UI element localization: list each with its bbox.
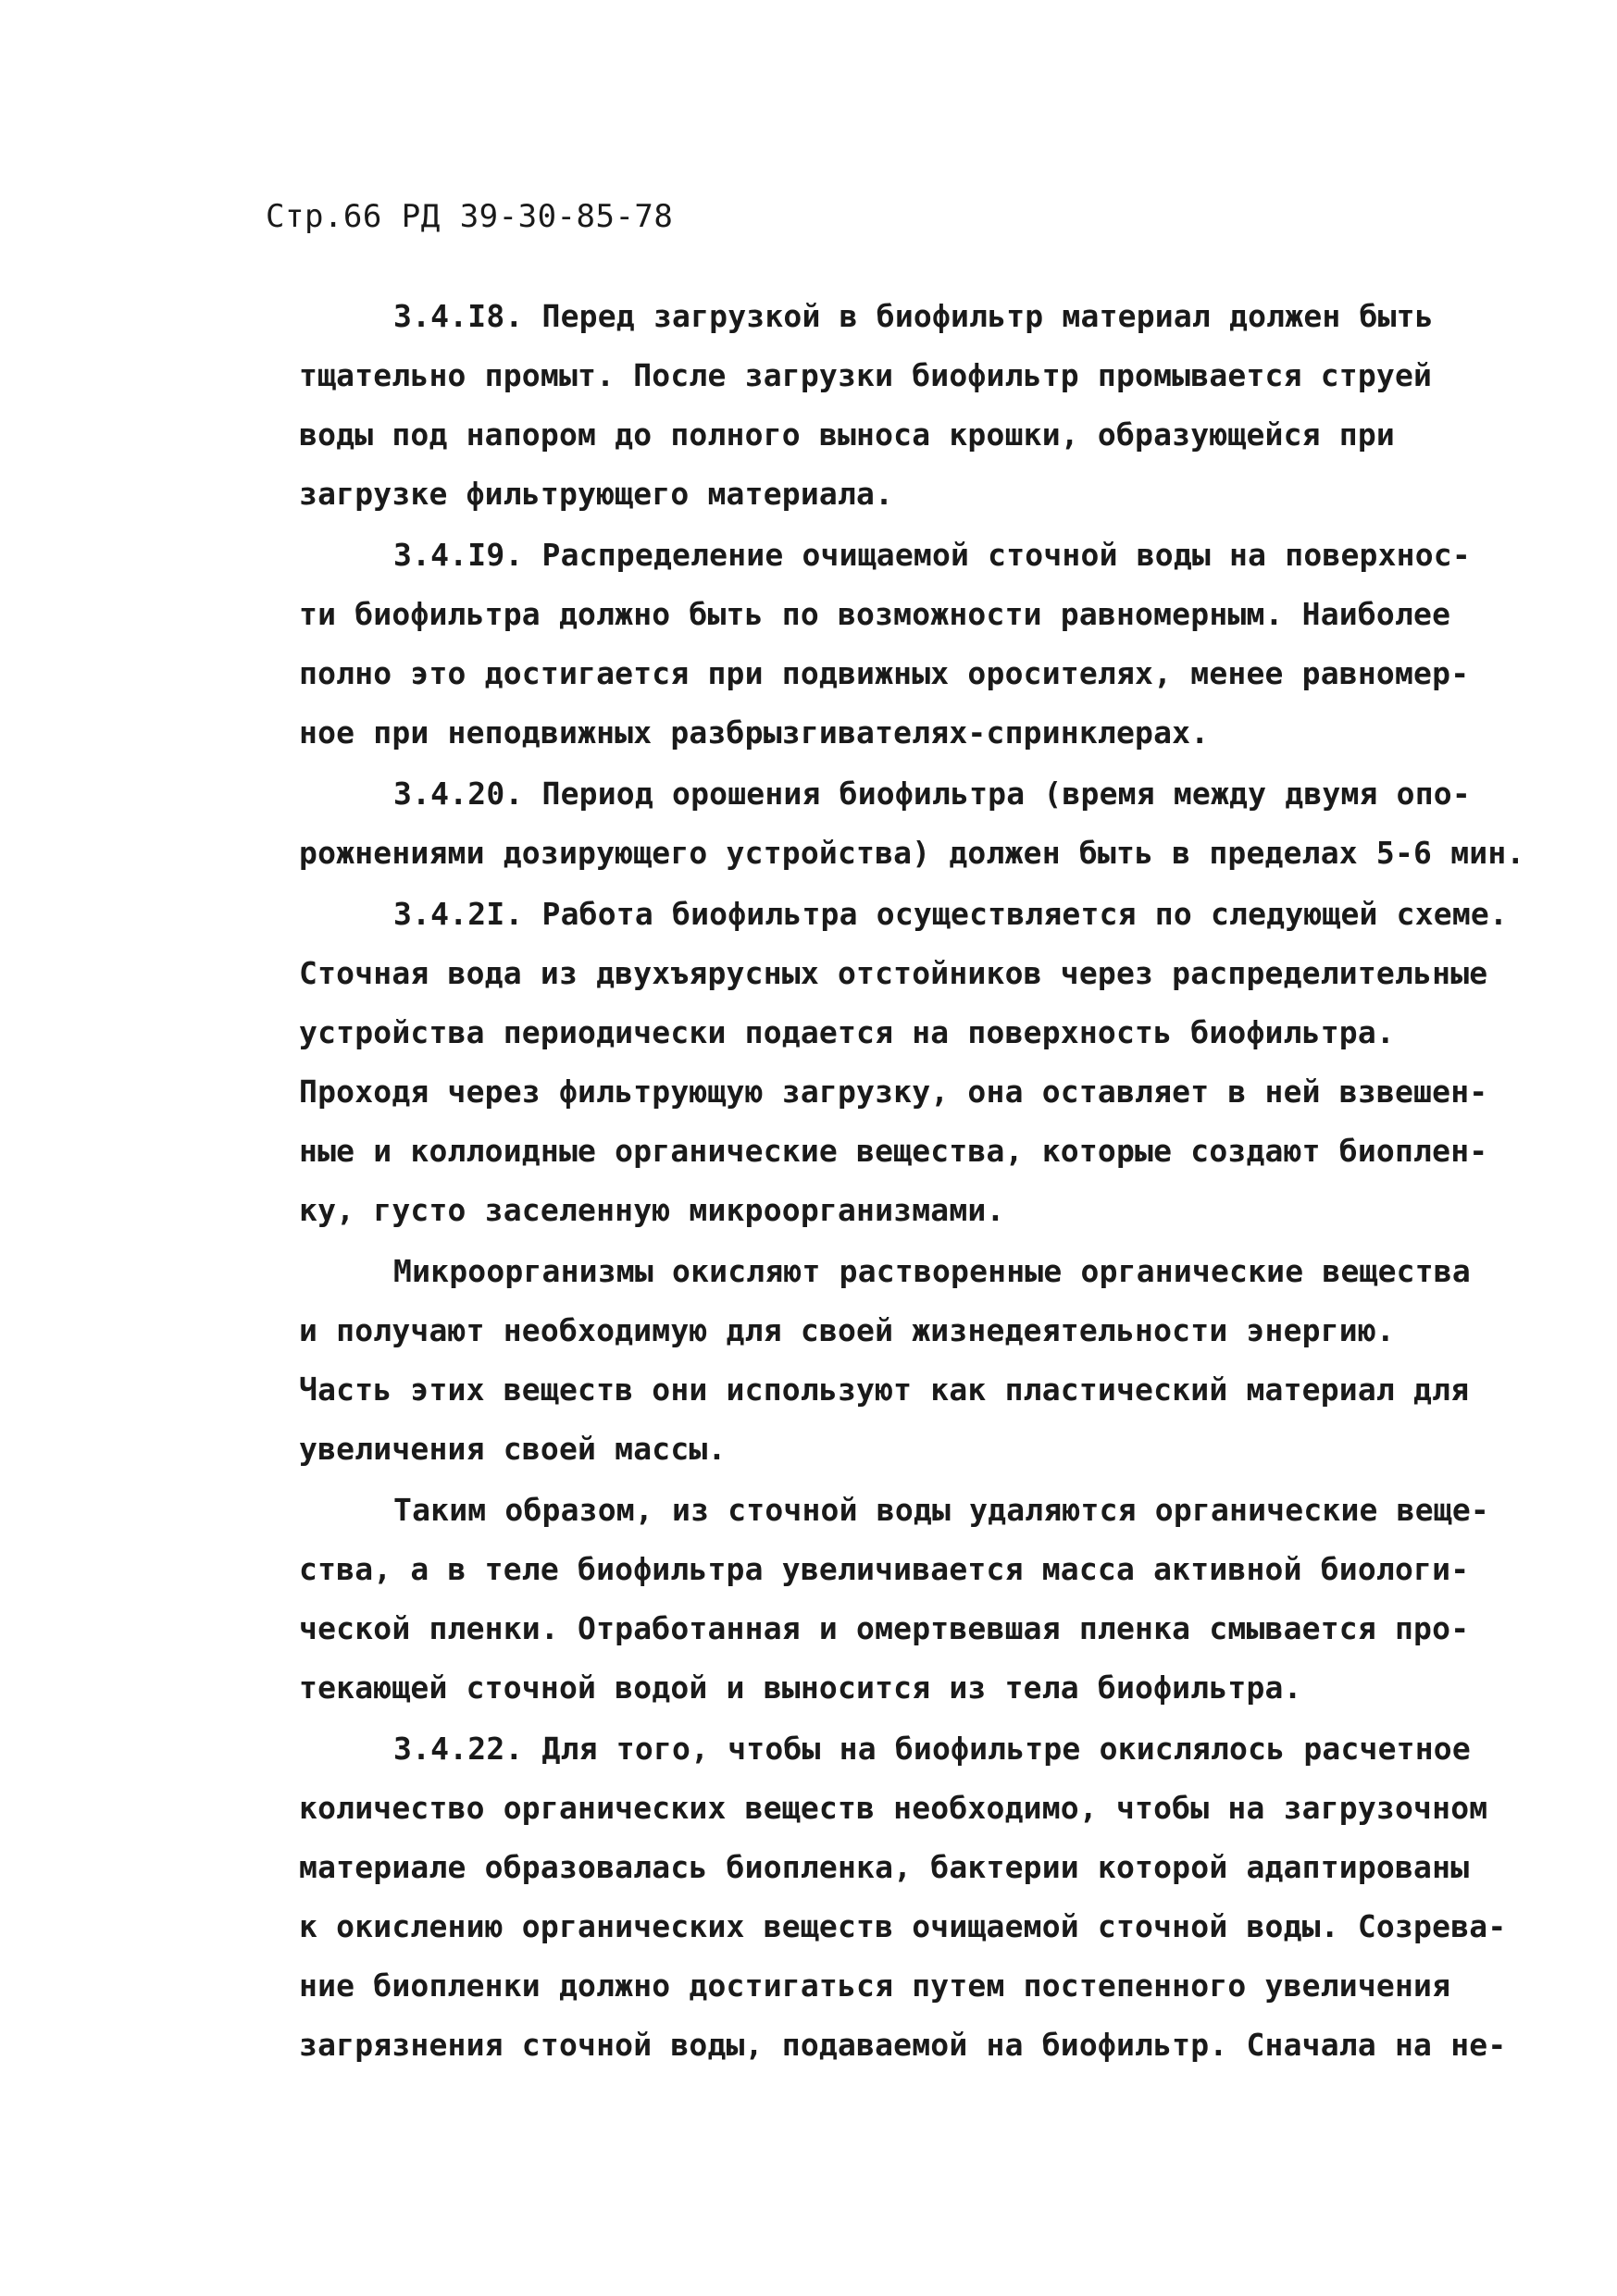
text-line: воды под напором до полного выноса крошки, образующейся при bbox=[299, 416, 1395, 453]
text-line: и получают необходимую для своей жизнедеятельности энергию. bbox=[299, 1312, 1395, 1348]
text-line: 3.4.20. Период орошения биофильтра (время между двумя опо- bbox=[393, 776, 1471, 812]
text-line: ные и коллоидные органические вещества, которые создают биоплен- bbox=[299, 1133, 1488, 1169]
text-line: ку, густо заселенную микроорганизмами. bbox=[299, 1192, 1005, 1228]
text-line: 3.4.I8. Перед загрузкой в биофильтр материал должен быть bbox=[393, 298, 1434, 334]
text-line: загрязнения сточной воды, подаваемой на биофильтр. Сначала на не- bbox=[299, 2027, 1507, 2063]
text-line: 3.4.I9. Распределение очищаемой сточной воды на поверхнос- bbox=[393, 537, 1471, 573]
text-line: устройства периодически подается на поверхность биофильтра. bbox=[299, 1014, 1395, 1050]
text-line: Таким образом, из сточной воды удаляются органические веще- bbox=[393, 1492, 1489, 1528]
text-line: рожнениями дозирующего устройства) должен быть в пределах 5-6 мин. bbox=[299, 835, 1525, 871]
text-line: 3.4.2I. Работа биофильтра осуществляется по следующей схеме. bbox=[393, 896, 1509, 932]
page-header: Стр.66 РД 39-30-85-78 bbox=[266, 198, 674, 235]
text-line: увеличения своей массы. bbox=[299, 1431, 727, 1467]
text-line: Сточная вода из двухъярусных отстойников через распределительные bbox=[299, 955, 1488, 991]
text-line: загрузке фильтрующего материала. bbox=[299, 476, 894, 512]
text-line: Часть этих веществ они используют как пластический материал для bbox=[299, 1371, 1470, 1408]
text-line: тщательно промыт. После загрузки биофильтр промывается струей bbox=[299, 357, 1433, 393]
text-line: к окислению органических веществ очищаемой сточной воды. Созрева- bbox=[299, 1908, 1507, 1944]
text-line: ства, а в теле биофильтра увеличивается масса активной биологи- bbox=[299, 1551, 1470, 1587]
text-line: 3.4.22. Для того, чтобы на биофильтре окислялось расчетное bbox=[393, 1731, 1471, 1767]
text-line: ное при неподвижных разбрызгивателях-спринклерах. bbox=[299, 714, 1210, 751]
text-line: Микроорганизмы окисляют растворенные органические вещества bbox=[393, 1253, 1471, 1289]
text-line: Проходя через фильтрующую загрузку, она оставляет в ней взвешен- bbox=[299, 1074, 1488, 1110]
text-line: ческой пленки. Отработанная и омертвевшая пленка смывается про- bbox=[299, 1610, 1470, 1646]
text-line: текающей сточной водой и выносится из тела биофильтра. bbox=[299, 1669, 1302, 1706]
text-line: ти биофильтра должно быть по возможности равномерным. Наиболее bbox=[299, 596, 1451, 632]
text-line: ние биопленки должно достигаться путем постепенного увеличения bbox=[299, 1967, 1451, 2004]
text-line: материале образовалась биопленка, бактерии которой адаптированы bbox=[299, 1849, 1470, 1885]
text-line: количество органических веществ необходимо, чтобы на загрузочном bbox=[299, 1790, 1488, 1826]
text-line: полно это достигается при подвижных оросителях, менее равномер- bbox=[299, 655, 1470, 691]
